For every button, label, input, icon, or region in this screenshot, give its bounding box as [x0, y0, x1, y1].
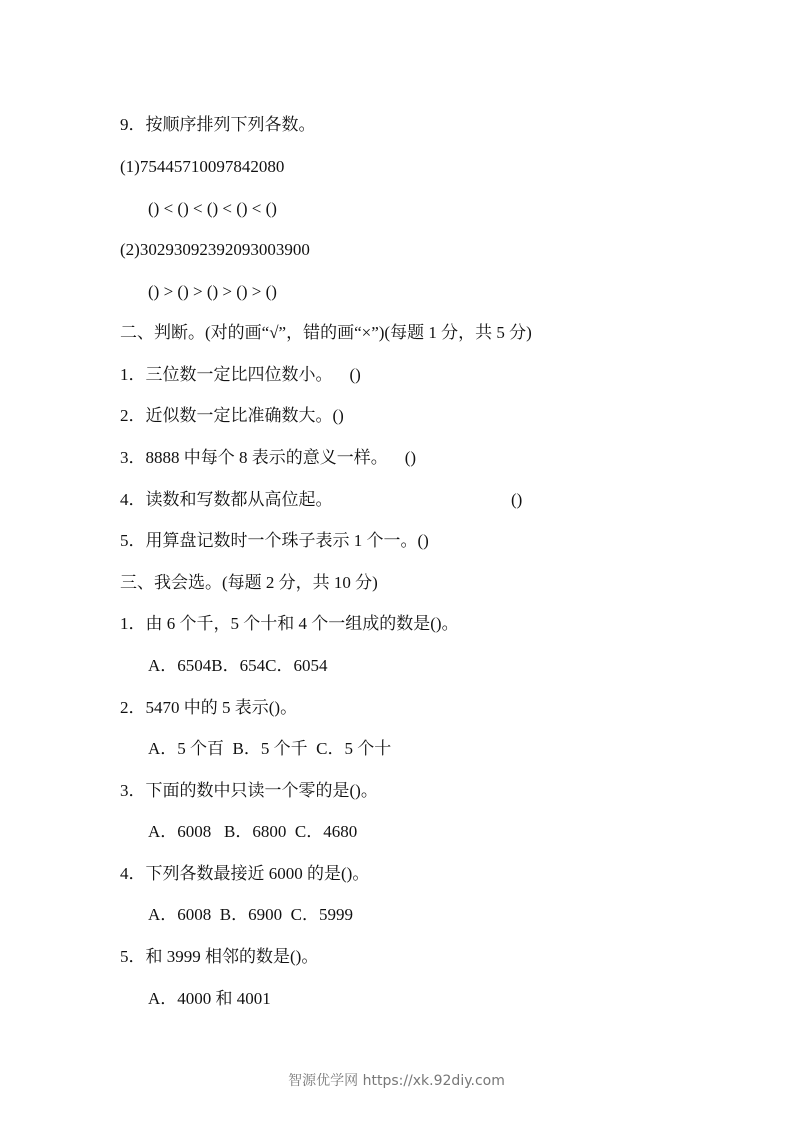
- choice-options-3: A．6008 B．6800 C．4680: [148, 822, 358, 841]
- judge-item-1: 1．三位数一定比四位数小。 (): [120, 365, 361, 384]
- choice-question-1: 1．由 6 个千，5 个十和 4 个一组成的数是()。: [120, 614, 459, 633]
- choice-options-5: A．4000 和 4001: [148, 989, 271, 1008]
- judge-item-5: 5．用算盘记数时一个珠子表示 1 个一。(): [120, 531, 429, 550]
- choice-options-4: A．6008 B．6900 C．5999: [148, 905, 353, 924]
- footer-watermark: 智源优学网 https://xk.92diy.com: [288, 1073, 505, 1089]
- q9-part1-blanks: () < () < () < () < (): [148, 199, 277, 218]
- section2-heading: 二、判断。(对的画“√”，错的画“×”)(每题 1 分，共 5 分): [120, 323, 532, 342]
- choice-options-2: A．5 个百 B．5 个千 C．5 个十: [148, 739, 392, 758]
- judge-item-4: 4．读数和写数都从高位起。: [120, 490, 333, 509]
- judge-item-4-paren: (): [511, 490, 523, 509]
- q9-title: 9．按顺序排列下列各数。: [120, 115, 316, 134]
- choice-question-3: 3．下面的数中只读一个零的是()。: [120, 781, 378, 800]
- q9-part1-numbers: (1)75445710097842080: [120, 157, 285, 176]
- choice-question-5: 5．和 3999 相邻的数是()。: [120, 947, 319, 966]
- judge-item-2: 2．近似数一定比准确数大。(): [120, 406, 344, 425]
- section3-heading: 三、我会选。(每题 2 分，共 10 分): [120, 573, 378, 592]
- q9-part2-blanks: () > () > () > () > (): [148, 282, 277, 301]
- choice-question-4: 4．下列各数最接近 6000 的是()。: [120, 864, 370, 883]
- q9-part2-numbers: (2)30293092392093003900: [120, 240, 310, 259]
- choice-question-2: 2．5470 中的 5 表示()。: [120, 698, 298, 717]
- choice-options-1: A．6504B．654C．6054: [148, 656, 328, 675]
- judge-item-3: 3．8888 中每个 8 表示的意义一样。 (): [120, 448, 417, 467]
